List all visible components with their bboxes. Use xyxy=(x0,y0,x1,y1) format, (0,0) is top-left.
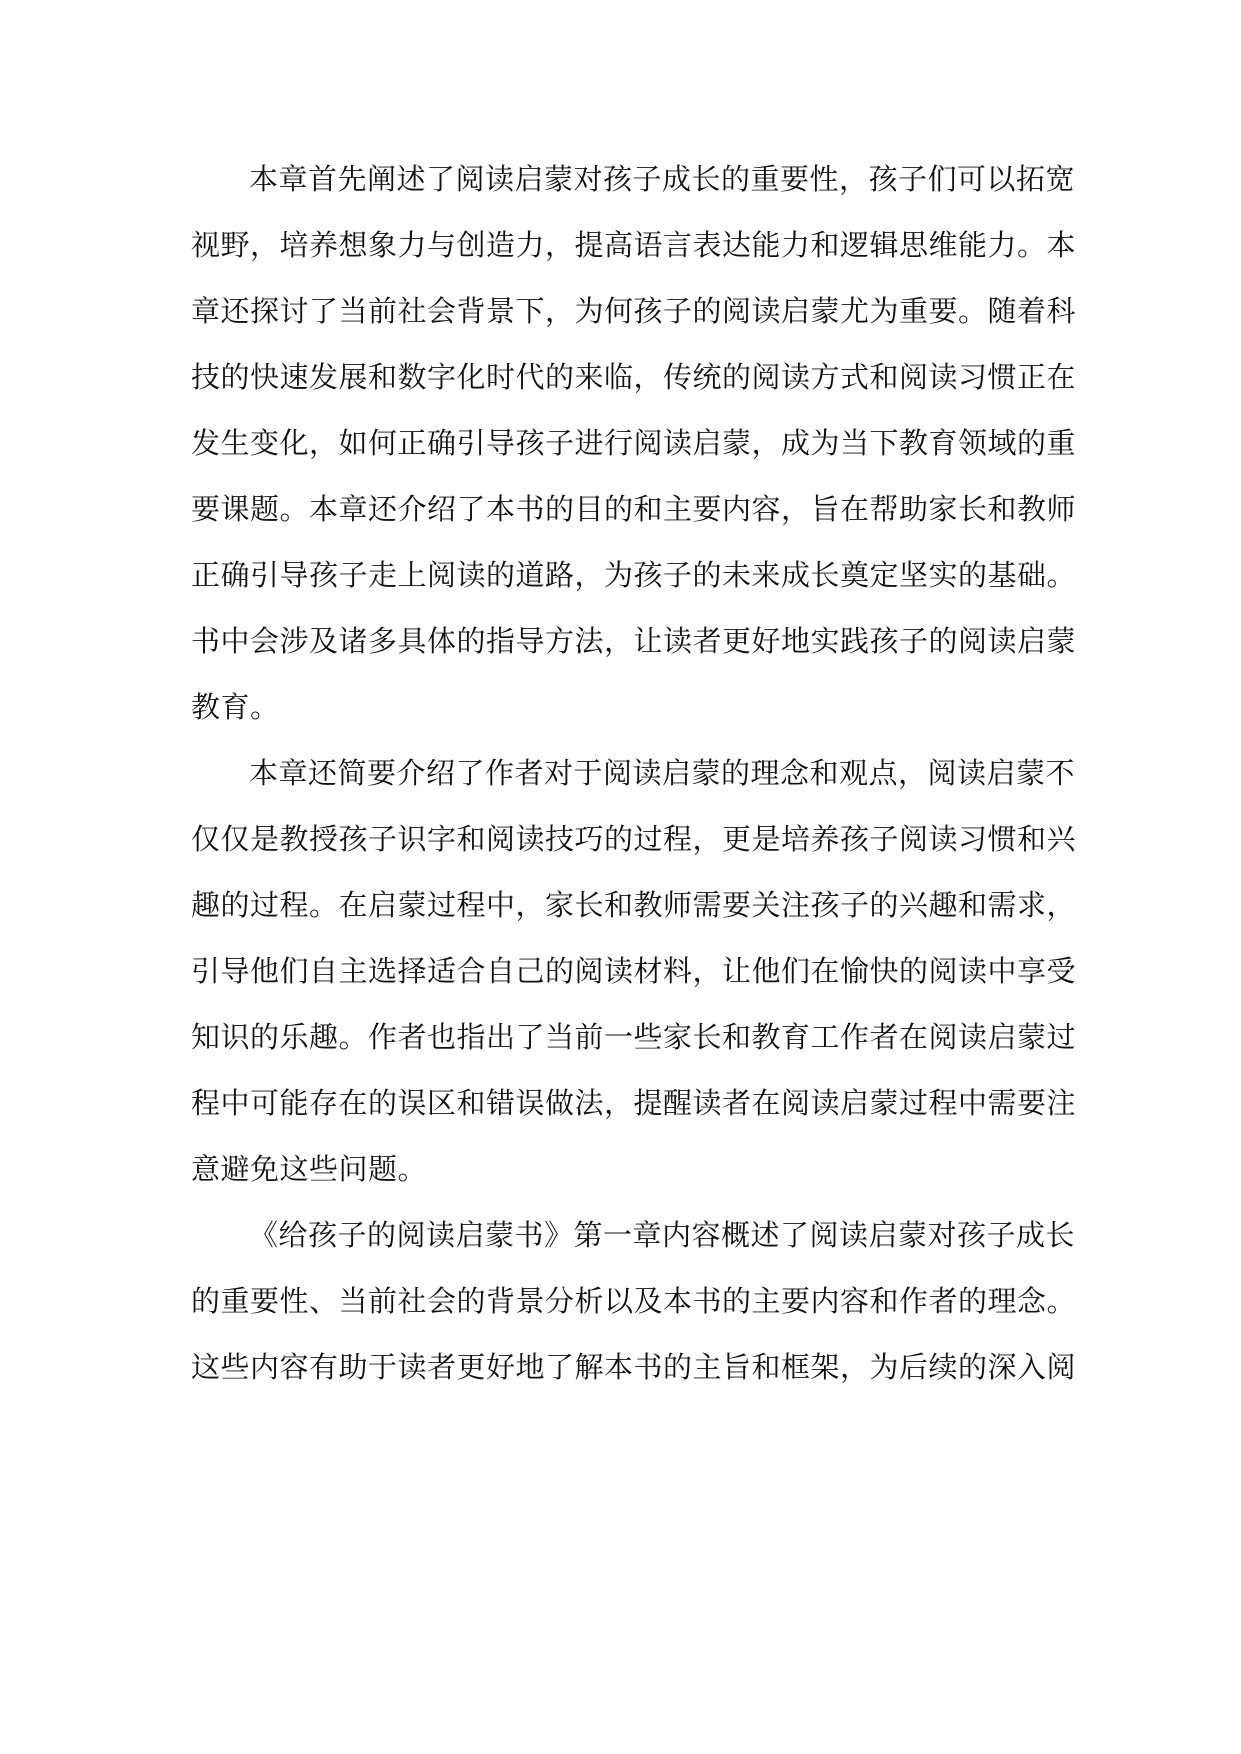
text-line: 章还探讨了当前社会背景下，为何孩子的阅读启蒙尤为重要。随着科 xyxy=(191,294,1077,328)
text-line: 《给孩子的阅读启蒙书》第一章内容概述了阅读启蒙对孩子成长 xyxy=(249,1218,1076,1252)
text-line: 知识的乐趣。作者也指出了当前一些家长和教育工作者在阅读启蒙过 xyxy=(191,1020,1077,1054)
text-line: 视野，培养想象力与创造力，提高语言表达能力和逻辑思维能力。本 xyxy=(191,228,1077,262)
text-line: 书中会涉及诸多具体的指导方法，让读者更好地实践孩子的阅读启蒙 xyxy=(191,624,1077,658)
text-line: 的重要性、当前社会的背景分析以及本书的主要内容和作者的理念。 xyxy=(191,1284,1077,1318)
text-line: 意避免这些问题。 xyxy=(191,1152,428,1186)
paragraph-3 xyxy=(191,1202,1077,1400)
text-line: 程中可能存在的误区和错误做法，提醒读者在阅读启蒙过程中需要注 xyxy=(191,1086,1077,1120)
text-line: 引导他们自主选择适合自己的阅读材料，让他们在愉快的阅读中享受 xyxy=(191,954,1077,988)
text-line: 趣的过程。在启蒙过程中，家长和教师需要关注孩子的兴趣和需求， xyxy=(191,888,1077,922)
text-line: 本章还简要介绍了作者对于阅读启蒙的理念和观点，阅读启蒙不 xyxy=(249,756,1076,790)
text-line: 发生变化，如何正确引导孩子进行阅读启蒙，成为当下教育领域的重 xyxy=(191,426,1077,460)
paragraph-2 xyxy=(191,740,1077,1202)
paragraph-1 xyxy=(191,146,1077,740)
text-line: 正确引导孩子走上阅读的道路，为孩子的未来成长奠定坚实的基础。 xyxy=(191,558,1077,592)
text-line: 仅仅是教授孩子识字和阅读技巧的过程，更是培养孩子阅读习惯和兴 xyxy=(191,822,1077,856)
text-line: 这些内容有助于读者更好地了解本书的主旨和框架，为后续的深入阅 xyxy=(191,1350,1077,1384)
text-line: 技的快速发展和数字化时代的来临，传统的阅读方式和阅读习惯正在 xyxy=(191,360,1077,394)
text-line: 教育。 xyxy=(191,690,280,724)
text-line: 要课题。本章还介绍了本书的目的和主要内容，旨在帮助家长和教师 xyxy=(191,492,1077,526)
text-line: 本章首先阐述了阅读启蒙对孩子成长的重要性，孩子们可以拓宽 xyxy=(249,162,1076,196)
body-text xyxy=(191,146,1077,1400)
